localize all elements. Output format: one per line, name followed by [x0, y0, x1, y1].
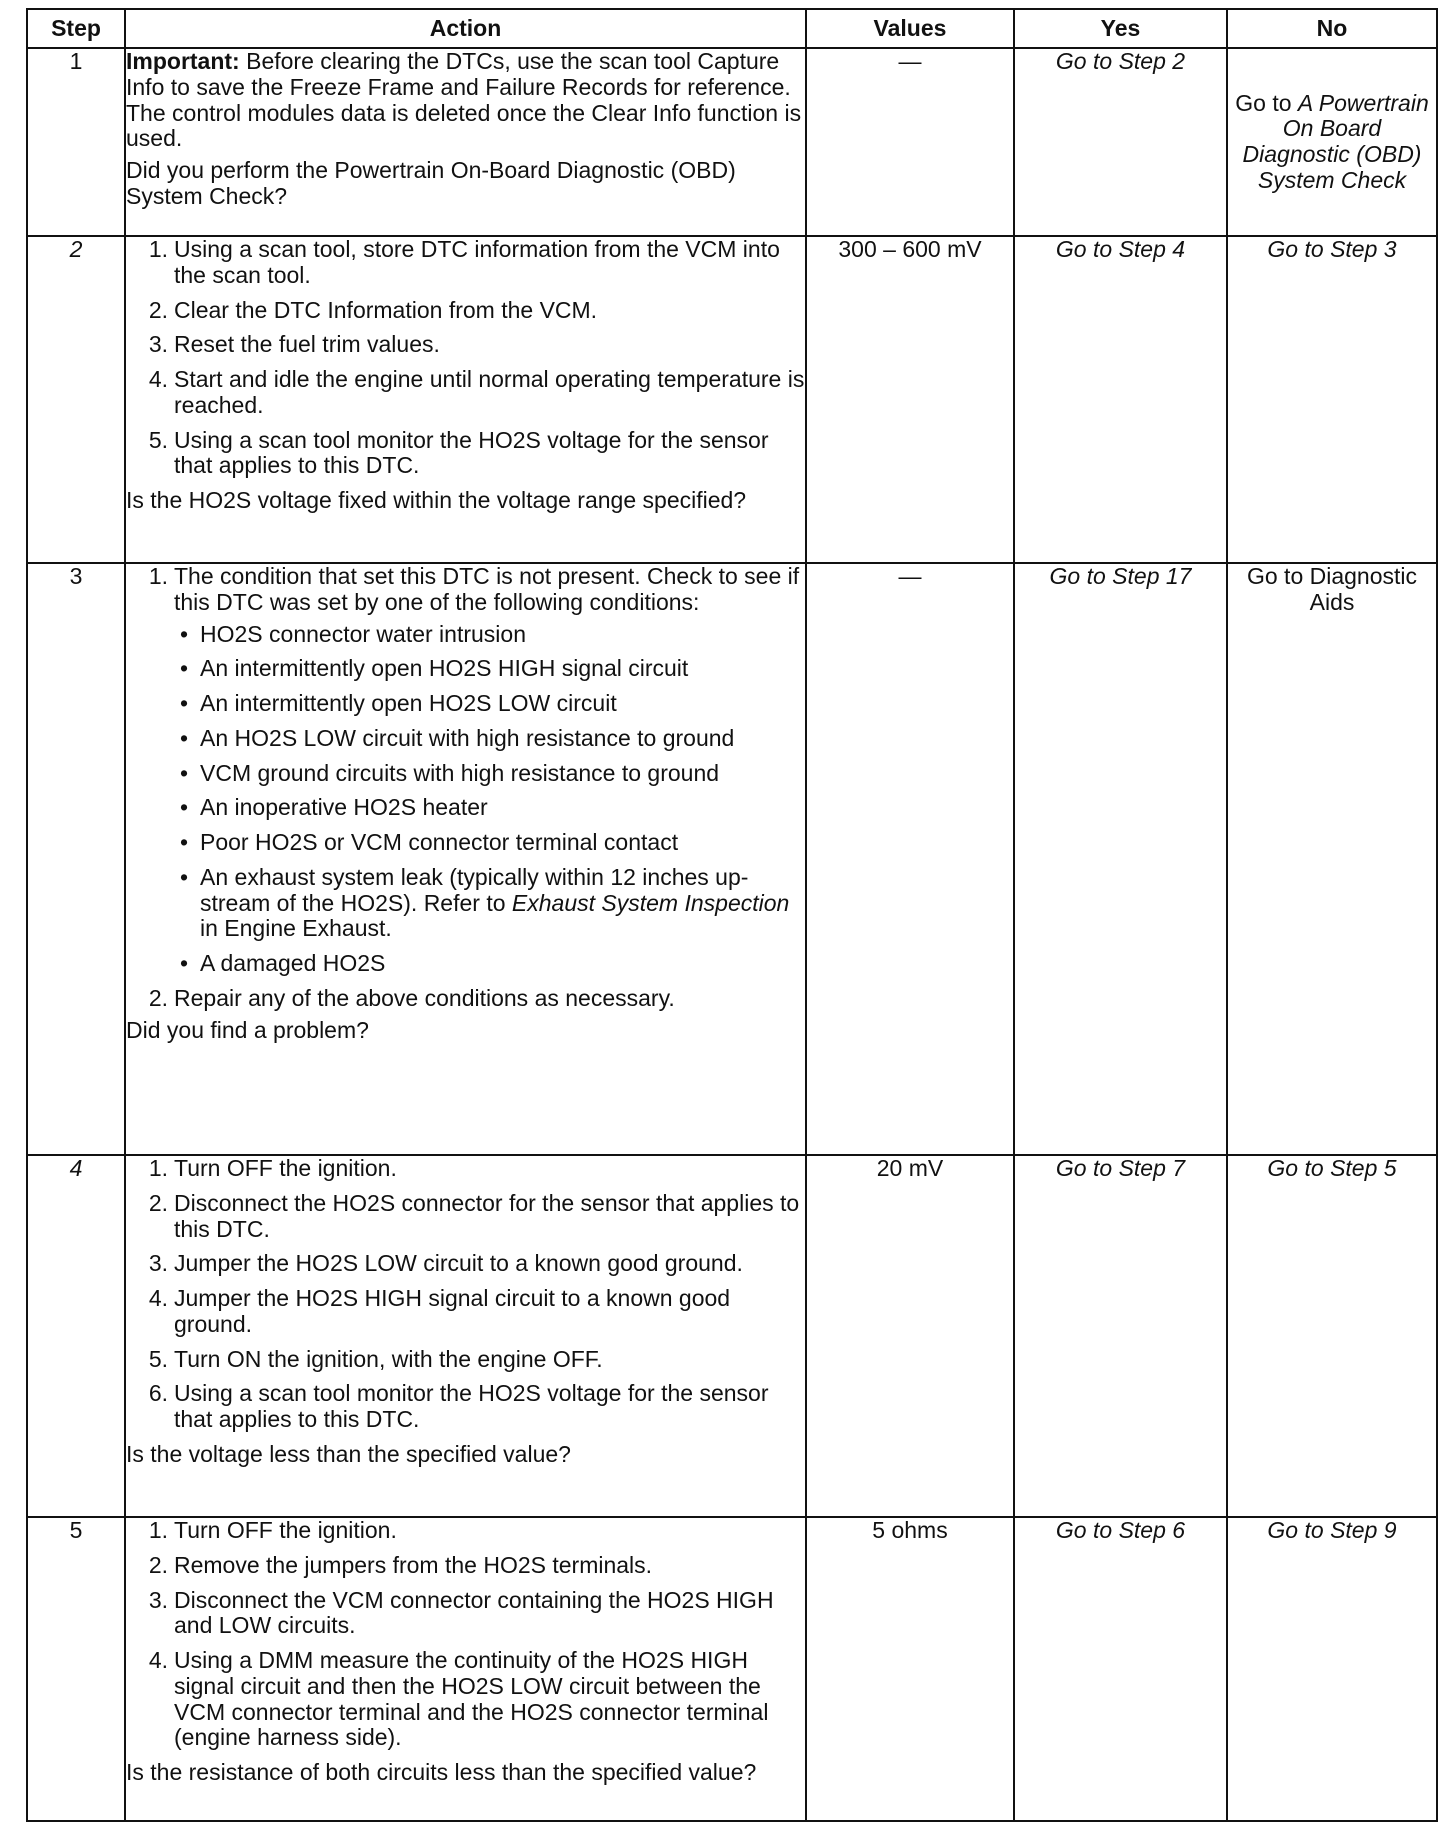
action-list [126, 564, 805, 1012]
important-text: Before clearing the DTCs, use the scan tool Capture Info to save the Freeze Frame and Failure Records for reference. The control modules data is deleted once the Clear Info function is used. [126, 48, 802, 152]
step-number: 1 [27, 48, 125, 236]
list-item: 2. Repair any of the above conditions as necessary. [148, 984, 675, 1011]
action-cell [125, 1155, 806, 1517]
no-cell [1227, 48, 1437, 236]
action-cell [125, 48, 806, 236]
condition-item: • VCM ground circuits with high resistance to ground [174, 761, 805, 787]
important-note [126, 49, 805, 152]
step-number: 2 [27, 236, 125, 563]
header-no: No [1227, 9, 1437, 48]
list-item: 2. Remove the jumpers from the HO2S terminals. [148, 1551, 653, 1578]
no-prefix: Go to [1235, 89, 1298, 116]
question-text: Did you perform the Powertrain On-Board Diagnostic (OBD) System Check? [126, 157, 736, 209]
condition-item: • HO2S connector water intrusion [174, 622, 805, 648]
list-item: 3. Reset the fuel trim values. [148, 331, 440, 358]
no-cell: Go to Step 3 [1227, 236, 1437, 563]
action-cell [125, 1517, 806, 1821]
value-cell: — [806, 563, 1014, 1155]
list-item: 1. Using a scan tool, store DTC information from the VCM into the scan tool. [148, 236, 780, 288]
no-cell: Go to Step 9 [1227, 1517, 1437, 1821]
condition-item: • An exhaust system leak (typically within 12 inches up-stream of the HO2S). Refer to Exhaust System Inspection in Engine Exhaust. [174, 865, 805, 942]
list-item: 3. Disconnect the VCM connector containing the HO2S HIGH and LOW circuits. [148, 1586, 774, 1639]
diagnostic-table [26, 8, 1438, 1822]
condition-item: • A damaged HO2S [174, 951, 805, 977]
yes-cell: Go to Step 7 [1014, 1155, 1227, 1517]
no-link-obd-check: A Powertrain On Board Diagnostic (OBD) System Check [1242, 89, 1429, 193]
no-cell: Go to Step 5 [1227, 1155, 1437, 1517]
yes-cell: Go to Step 4 [1014, 236, 1227, 563]
list-item: 2. Clear the DTC Information from the VCM. [148, 296, 598, 323]
value-cell: 20 mV [806, 1155, 1014, 1517]
condition-item: • An inoperative HO2S heater [174, 795, 805, 821]
action-cell [125, 236, 806, 563]
condition-item: • An intermittently open HO2S LOW circuit [174, 691, 805, 717]
important-label: Important: [126, 48, 240, 74]
question-text: Did you find a problem? [126, 1016, 369, 1043]
step-number: 3 [27, 563, 125, 1155]
list-item: 3. Jumper the HO2S LOW circuit to a known good ground. [148, 1250, 743, 1277]
list-item: 4. Using a DMM measure the continuity of the HO2S HIGH signal circuit and then the HO2S LOW circuit between the VCM connector terminal and the HO2S connector terminal (engine harness side). [148, 1647, 769, 1751]
table-row-step-1 [27, 48, 1437, 236]
list-item: 2. Disconnect the HO2S connector for the sensor that applies to this DTC. [148, 1189, 800, 1242]
question-text: Is the HO2S voltage fixed within the voltage range specified? [126, 487, 747, 513]
list-item: 4. Start and idle the engine until normal operating temperature is reached. [148, 366, 805, 418]
list-item: 5. Turn ON the ignition, with the engine OFF. [148, 1345, 603, 1372]
exhaust-system-inspection-link: Exhaust System Inspection [511, 889, 790, 916]
value-cell: — [806, 48, 1014, 236]
list-item: 1. Turn OFF the ignition. [148, 1517, 397, 1543]
step-number: 4 [27, 1155, 125, 1517]
header-yes: Yes [1014, 9, 1227, 48]
table-row-step-2 [27, 236, 1437, 563]
condition-item: • Poor HO2S or VCM connector terminal contact [174, 830, 805, 856]
step-number: 5 [27, 1517, 125, 1821]
list-item: 4. Jumper the HO2S HIGH signal circuit to a known good ground. [148, 1285, 731, 1337]
list-item: 1. The condition that set this DTC is not present. Check to see if this DTC was set by one of the following conditions: • HO2S connector water intrusion • An intermittently open HO2S HIGH signal circuit • An intermittently open HO2S LOW circuit • An HO2S LOW circuit with high resistance to ground • VCM ground circuits with high resistance to ground • An inoperative HO2S heater • Poor HO2S or VCM connector terminal contact • An exhaust system leak (typically within 12 inches up-stream of the HO2S). Refer to Exhaust System Inspection in Engine Exhaust. • A damaged HO2S [126, 564, 805, 977]
action-cell [125, 563, 806, 1155]
question-text: Is the resistance of both circuits less than the specified value? [126, 1759, 757, 1785]
action-list [126, 1156, 805, 1433]
action-list [126, 237, 805, 479]
action-list [126, 1518, 805, 1751]
header-values: Values [806, 9, 1014, 48]
value-cell: 5 ohms [806, 1517, 1014, 1821]
condition-list [174, 622, 805, 977]
condition-item: • An HO2S LOW circuit with high resistance to ground [174, 726, 805, 752]
table-row-step-5 [27, 1517, 1437, 1821]
table-row-step-4 [27, 1155, 1437, 1517]
value-cell: 300 – 600 mV [806, 236, 1014, 563]
header-action: Action [125, 9, 806, 48]
list-item: 5. Using a scan tool monitor the HO2S voltage for the sensor that applies to this DTC. [148, 426, 769, 479]
yes-cell: Go to Step 2 [1014, 48, 1227, 236]
no-cell: Go to Diagnostic Aids [1227, 563, 1437, 1155]
header-step: Step [27, 9, 125, 48]
yes-cell: Go to Step 17 [1014, 563, 1227, 1155]
question-text: Is the voltage less than the specified value? [126, 1440, 571, 1467]
header-row [27, 9, 1437, 48]
condition-item: • An intermittently open HO2S HIGH signal circuit [174, 656, 805, 682]
yes-cell: Go to Step 6 [1014, 1517, 1227, 1821]
list-item: 1. Turn OFF the ignition. [148, 1155, 397, 1181]
list-item: 6. Using a scan tool monitor the HO2S voltage for the sensor that applies to this DTC. [148, 1380, 769, 1432]
table-row-step-3 [27, 563, 1437, 1155]
